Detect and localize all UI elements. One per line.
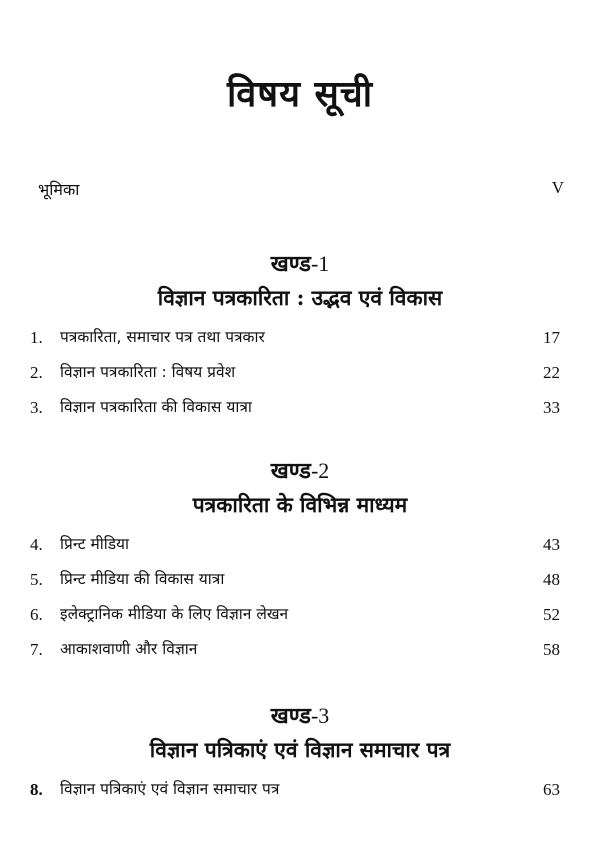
section-label-text: खण्ड — [270, 703, 311, 729]
entry-page: 63 — [543, 780, 560, 799]
entry-number: 1. — [30, 328, 43, 347]
toc-entry[interactable] — [0, 772, 600, 807]
entry-page: 58 — [543, 640, 560, 659]
entry-page: 43 — [543, 535, 560, 554]
entry-number: 3. — [30, 398, 43, 417]
entry-title: विज्ञान पत्रकारिता : विषय प्रवेश — [60, 363, 236, 381]
intro-entry[interactable] — [38, 178, 564, 200]
section-label-text: खण्ड — [270, 458, 311, 484]
entry-title: आकाशवाणी और विज्ञान — [60, 640, 198, 658]
toc-entry[interactable] — [0, 390, 600, 425]
intro-label: भूमिका — [38, 180, 80, 199]
entry-number: 7. — [30, 640, 43, 659]
page-title: विषय सूची — [226, 73, 374, 115]
section-label — [0, 700, 600, 732]
entry-page: 33 — [543, 398, 560, 417]
entry-number: 8. — [30, 780, 43, 799]
entry-list — [0, 320, 600, 425]
section-2 — [0, 455, 600, 667]
entry-page: 48 — [543, 570, 560, 589]
entry-title: पत्रकारिता, समाचार पत्र तथा पत्रकार — [60, 328, 265, 346]
entry-title: विज्ञान पत्रकारिता की विकास यात्रा — [60, 398, 252, 416]
toc-entry[interactable] — [0, 562, 600, 597]
entry-page: 52 — [543, 605, 560, 624]
section-1 — [0, 248, 600, 425]
entry-page: 22 — [543, 363, 560, 382]
section-title: विज्ञान पत्रकारिता : उद्भव एवं विकास — [157, 285, 443, 310]
toc-entry[interactable] — [0, 527, 600, 562]
entry-number: 4. — [30, 535, 43, 554]
toc-entry[interactable] — [0, 597, 600, 632]
section-number: -2 — [310, 458, 330, 483]
section-title: विज्ञान पत्रिकाएं एवं विज्ञान समाचार पत्र — [149, 737, 451, 762]
entry-title: विज्ञान पत्रिकाएं एवं विज्ञान समाचार पत्र — [60, 780, 280, 798]
section-number: -1 — [310, 251, 330, 276]
toc-entry[interactable] — [0, 632, 600, 667]
intro-page-number: V — [551, 178, 564, 197]
entry-title: प्रिन्ट मीडिया — [60, 535, 130, 553]
section-title: पत्रकारिता के विभिन्न माध्यम — [192, 492, 408, 517]
entry-list — [0, 527, 600, 667]
section-3 — [0, 700, 600, 807]
section-label-text: खण्ड — [270, 251, 311, 277]
entry-page: 17 — [543, 328, 560, 347]
section-number: -3 — [310, 703, 330, 728]
entry-list — [0, 772, 600, 807]
entry-number: 2. — [30, 363, 43, 382]
section-label — [0, 455, 600, 487]
toc-entry[interactable] — [0, 355, 600, 390]
entry-title: प्रिन्ट मीडिया की विकास यात्रा — [60, 570, 225, 588]
entry-number: 6. — [30, 605, 43, 624]
toc-entry[interactable] — [0, 320, 600, 355]
entry-number: 5. — [30, 570, 43, 589]
entry-title: इलेक्ट्रानिक मीडिया के लिए विज्ञान लेखन — [60, 605, 289, 623]
section-label — [0, 248, 600, 280]
